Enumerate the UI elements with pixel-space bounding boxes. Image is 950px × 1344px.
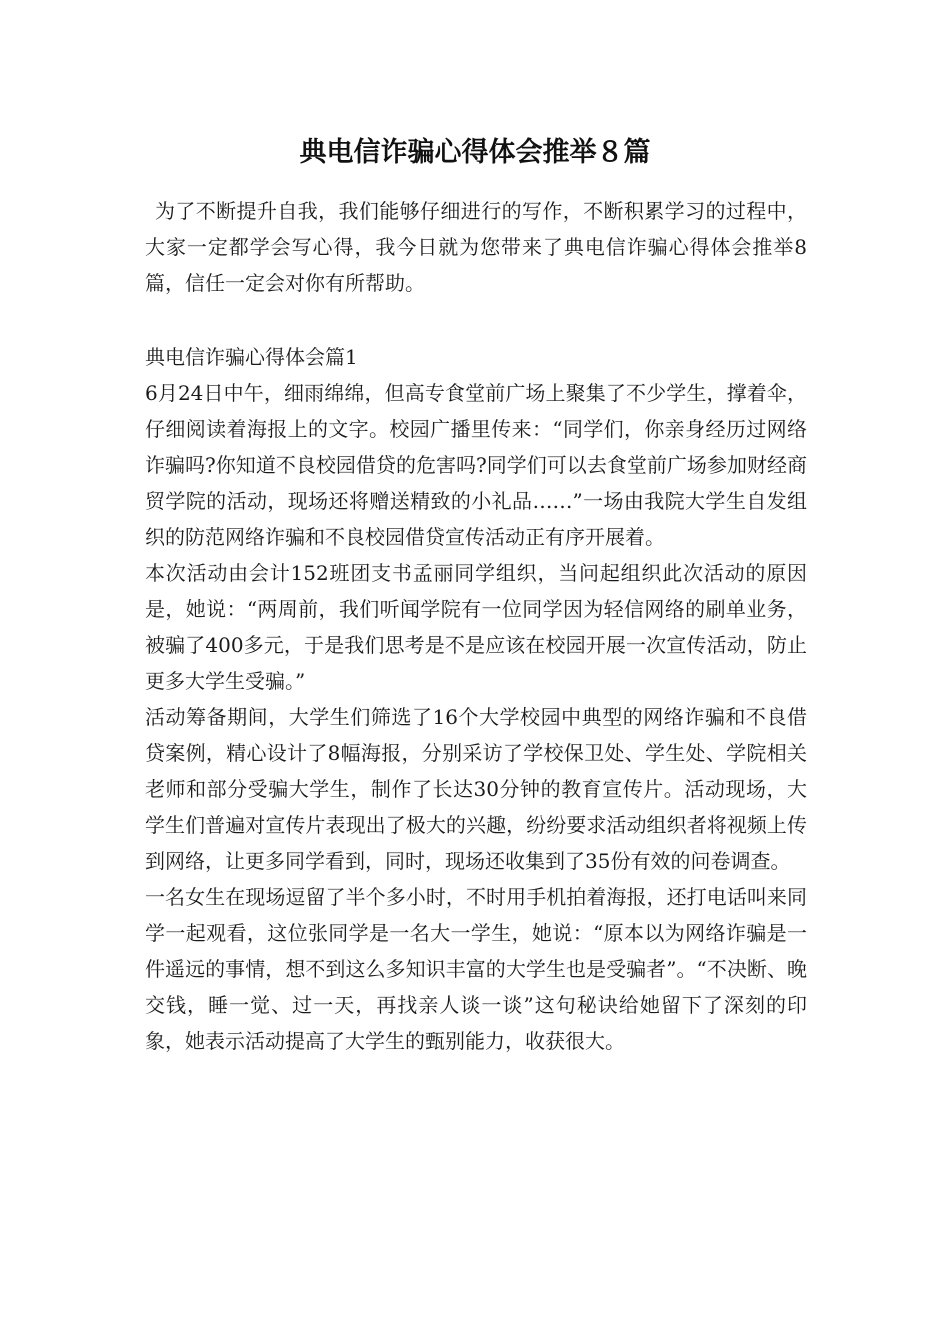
document-title: 典电信诈骗心得体会推举８篇 <box>299 137 651 168</box>
section-heading: 典电信诈骗心得体会篇1 <box>145 345 358 369</box>
intro-section <box>145 193 807 301</box>
intro-paragraph: 为了不断提升自我，我们能够仔细进行的写作，不断积累学习的过程中，大家一定都学会写心得，我今日就为您带来了典电信诈骗心得体会推举8篇，信任一定会对你有所帮助。 <box>145 199 807 295</box>
body-paragraph: 6月24日中午，细雨绵绵，但高专食堂前广场上聚集了不少学生，撑着伞，仔细阅读着海报上的文字。校园广播里传来：“同学们，你亲身经历过网络诈骗吗?你知道不良校园借贷的危害吗?同学们可以去食堂前广场参加财经商贸学院的活动，现场还将赠送精致的小礼品……”一场由我院大学生自发组织的防范网络诈骗和不良校园借贷宣传活动正有序开展着。 <box>145 381 807 549</box>
article-section <box>145 339 807 1059</box>
body-paragraph: 一名女生在现场逗留了半个多小时，不时用手机拍着海报，还打电话叫来同学一起观看，这位张同学是一名大一学生，她说：“原本以为网络诈骗是一件遥远的事情，想不到这么多知识丰富的大学生也是受骗者”。“不决断、晚交钱，睡一觉、过一天，再找亲人谈一谈”这句秘诀给她留下了深刻的印象，她表示活动提高了大学生的甄别能力，收获很大。 <box>145 885 807 1053</box>
body-paragraph: 活动筹备期间，大学生们筛选了16个大学校园中典型的网络诈骗和不良借贷案例，精心设计了8幅海报，分别采访了学校保卫处、学生处、学院相关老师和部分受骗大学生，制作了长达30分钟的教育宣传片。活动现场，大学生们普遍对宣传片表现出了极大的兴趣，纷纷要求活动组织者将视频上传到网络，让更多同学看到，同时，现场还收集到了35份有效的问卷调查。 <box>145 705 807 873</box>
body-paragraph: 本次活动由会计152班团支书孟丽同学组织，当问起组织此次活动的原因是，她说：“两周前，我们听闻学院有一位同学因为轻信网络的刷单业务，被骗了400多元，于是我们思考是不是应该在校园开展一次宣传活动，防止更多大学生受骗。” <box>145 561 807 693</box>
